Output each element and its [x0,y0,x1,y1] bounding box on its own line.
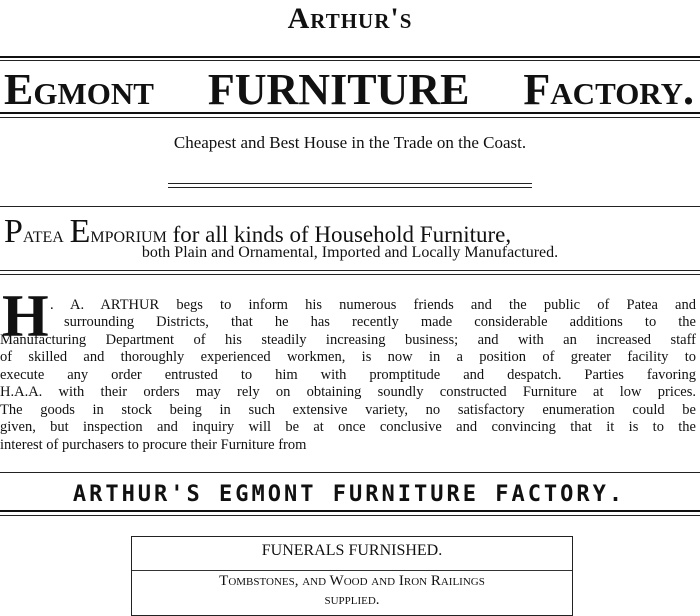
body-line: interest of purchasers to procure their Furniture from [0,437,307,453]
drop-cap: H [2,283,49,349]
headline-part-1: Egmont [4,65,154,114]
divider [0,117,700,118]
body-line: H.A.A. with their orders may rely on obtaining soundly constructed Furniture at low prices. [0,384,696,400]
divider [0,515,700,516]
emporium-rest: for all kinds of Household Furniture, [172,222,512,247]
divider [0,274,700,275]
divider [132,570,572,571]
divider [168,183,532,184]
body-line: of skilled and thoroughly experienced workmen, is now in a position of greater facility to [0,349,696,365]
headline [4,64,694,115]
body-line: . A. ARTHUR begs to inform his numerous friends and the public of Patea and [50,297,696,313]
divider [0,472,700,473]
funerals-line-1: Tombstones, and Wood and Iron Railings [219,573,485,589]
headline-part-2: FURNITURE [207,65,470,114]
body-line: execute any order entrusted to him with promptitude and despatch. Parties favoring [0,367,696,383]
emporium-word-1: atea [22,222,64,247]
divider [0,510,700,512]
divider [0,60,700,61]
body-line: Manufacturing Department of his steadily increasing business; and with an increased staff [0,332,696,348]
funerals-line-2: supplied. [324,592,380,608]
emporium-letter-2: E [69,213,91,250]
header-title: Arthur's [287,2,413,35]
emporium-letter-1: P [4,213,23,250]
body-line: given, but inspection and inquiry will be at once conclusive and convincing that it is to the [0,419,696,435]
divider [0,206,700,207]
emporium-subline: both Plain and Ornamental, Imported and Locally Manufactured. [141,244,559,261]
emporium-word-2: mporium [90,222,167,247]
divider [0,56,700,58]
funerals-title: FUNERALS FURNISHED. [261,542,443,559]
tagline: Cheapest and Best House in the Trade on the Coast. [173,133,527,152]
body-line: The goods in stock being in such extensive variety, no satisfactory enumeration could be [0,402,696,418]
divider [0,112,700,114]
funerals-box [131,536,573,616]
headline-part-3: Factory. [523,65,694,114]
factory-banner: ARTHUR'S EGMONT FURNITURE FACTORY. [72,482,626,507]
body-line: surrounding Districts, that he has recently made considerable additions to the [64,314,696,330]
divider [168,187,532,188]
divider [0,270,700,271]
